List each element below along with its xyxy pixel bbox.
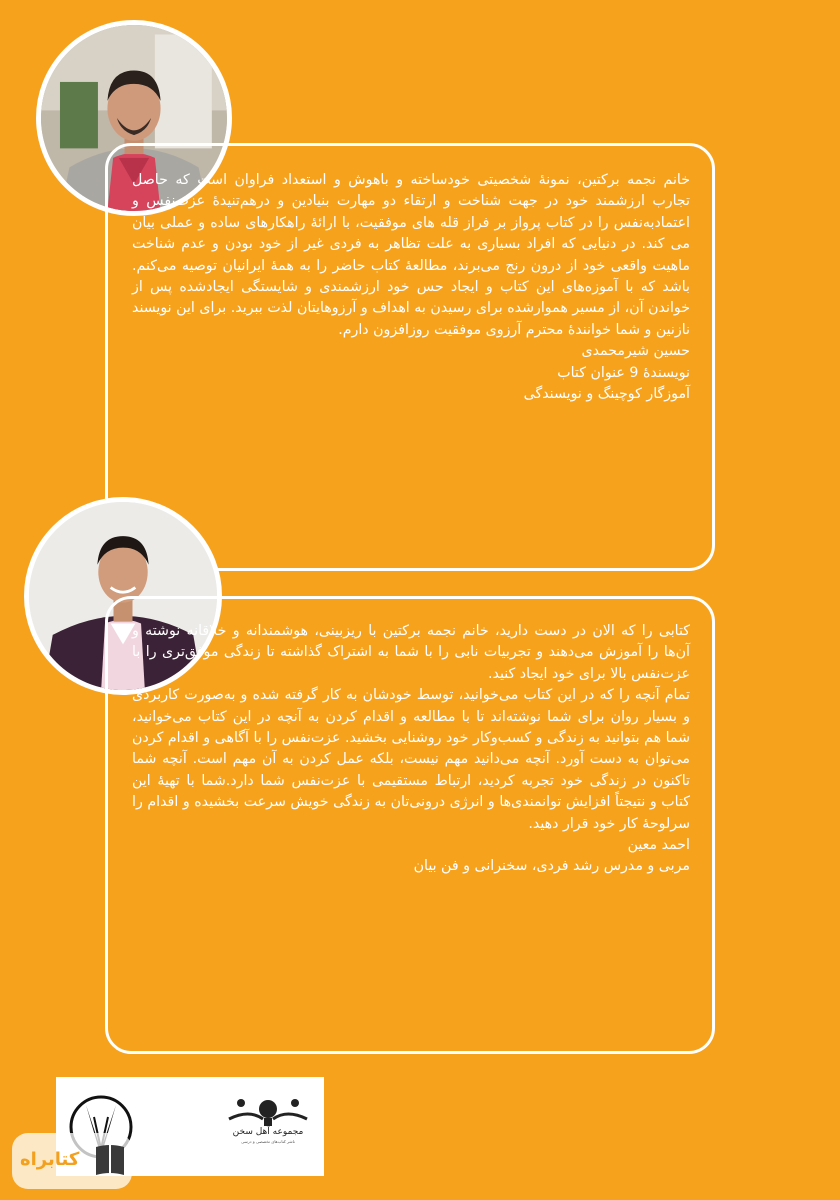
testimonial-card-2 [105,596,715,1054]
testimonial-2-role: مربی و مدرس رشد فردی، سخنرانی و فن بیان [413,858,690,875]
ahl-sokhan-logo [219,1089,317,1169]
testimonial-2-text-1: کتابی را که الان در دست دارید، خانم نجمه برکتین با ریزبینی، هوشمندانه و خلاقانه نوشته و آن‌ها را آموزش می‌دهند و تجربیات نابی را با شما به اشتراک گذاشته تا زندگی موفق‌تری را با عزت‌نفس بالا برای خود ایجاد کنید. [132,623,690,682]
testimonial-1-text: خانم نجمه برکتین، نمونهٔ شخصیتی خودساخته و باهوش و استعداد فراوان است که حاصل تجارب ارزشمند خود در جهت شناخت و ارتقاء دو مهارت بنیادین و درهم‌تنیدهٔ عزت‌نفس و اعتمادبه‌نفس را در کتاب پرواز بر فراز قله های موفقیت، با ارائهٔ راهکارهای ساده و عملی بیان می کند. در دنیایی که افراد بسیاری به علت تظاهر به فردی غیر از خود بودن و عدم شناخت ماهیت واقعی خود از درون رنج می‌برند، مطالعهٔ کتاب حاضر را به همهٔ ایرانیان توصیه می‌کنم. باشد که با آموزه‌های این کتاب و ایجاد حس خود ارزشمندی و شایستگی ایجادشده پس از خواندن آن، از مسیر هموارشده برای رسیدن به اهداف و آرزوهایتان لذت ببرید. برای این نویسند نازنین و شما خوانندهٔ محترم آرزوی موفقیت روزافزون دارم. [132,172,690,338]
testimonial-card-1 [105,143,715,571]
publisher-tagline: ناشر کتاب‌های تخصصی و درسی [241,1139,295,1144]
publisher-name: مجموعه آهل سخن [232,1127,304,1137]
testimonial-2-text-2: تمام آنچه را که در این کتاب می‌خوانید، توسط خودشان به کار گرفته شده و به‌صورت کاربردی و بسیار روان برای شما نوشته‌اند تا با مطالعه و اقدام کردن به آنچه در این کتاب می‌خوانید، شما هم بتوانید به زندگی و کسب‌وکار خود روشنایی بخشید. عزت‌نفس را با آگاهی و اقدام کردن می‌توان به دست آورد. آنچه می‌دانید مهم نیست، بلکه عمل کردن به آن مهم است. آنچه شما تاکنون در زندگی خود تجربه کردید، ارتباط مستقیمی با عزت‌نفس شما دارد.شما با تهیهٔ این کتاب و نتیجتاً افزایش توانمندی‌ها و انرژی درونی‌تان به زندگی خویش سرعت بخشیده و اقدام را سرلوحهٔ کار خود قرار دهید. [132,687,690,832]
testimonial-2-author: احمد معین [627,837,690,854]
testimonial-1-role-2: آموزگار کوچینگ و نویسندگی [523,386,690,403]
ketabrah-watermark [12,1133,132,1189]
testimonial-1-role-1: نویسندهٔ 9 عنوان کتاب [557,364,690,381]
testimonial-1-author: حسین شیرمحمدی [581,343,690,360]
watermark-text: کتابراه [20,1149,80,1170]
book-icon [92,1141,128,1181]
